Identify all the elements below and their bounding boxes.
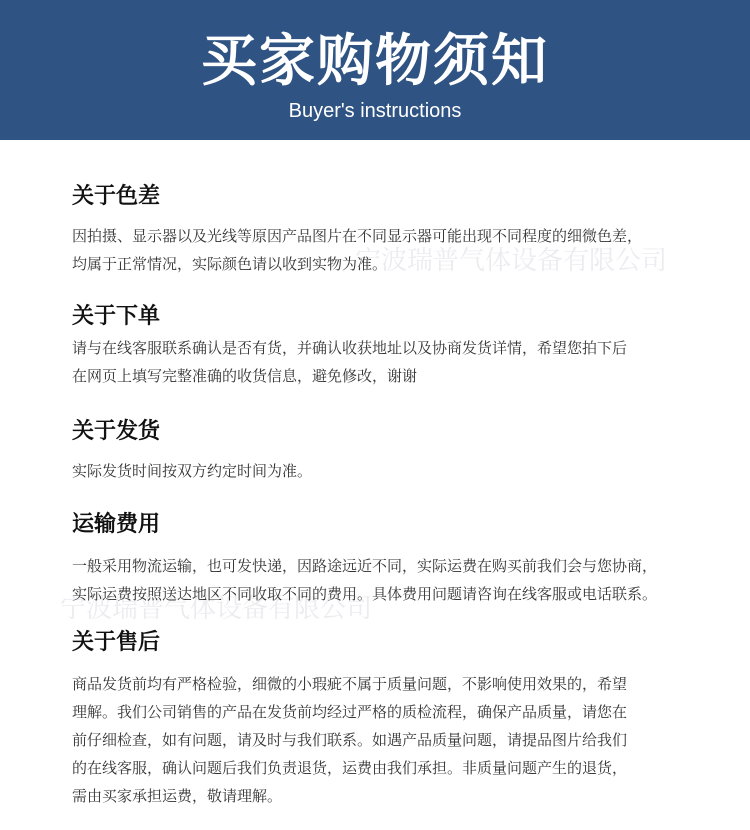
- section-freight: [72, 510, 702, 608]
- watermark-text: 宁波瑞普气体设备有限公司: [60, 594, 373, 624]
- section-line: 因拍摄、显示器以及光线等原因产品图片在不同显示器可能出现不同程度的细微色差，: [72, 227, 643, 245]
- section-line: 实际运费按照送达地区不同收取不同的费用。具体费用问题请咨询在线客服或电话联系。: [72, 585, 658, 603]
- section-title: 运输费用: [72, 512, 161, 537]
- section-line: 商品发货前均有严格检验，细微的小瑕疵不属于质量问题，不影响使用效果的，希望: [72, 675, 628, 693]
- section-body: [72, 670, 702, 810]
- section-line: 均属于正常情况，实际颜色请以收到实物为准。: [72, 255, 388, 273]
- section-ordering: [72, 302, 702, 390]
- watermark-text: 宁波瑞普气体设备有限公司: [355, 246, 668, 276]
- page-title: 买家购物须知: [201, 29, 549, 94]
- section-body: [72, 222, 702, 278]
- section-body: [72, 334, 702, 390]
- section-shipping: [72, 417, 702, 485]
- section-after-sales: [72, 628, 702, 810]
- section-line: 请与在线客服联系确认是否有货，并确认收获地址以及协商发货详情，希望您拍下后: [72, 339, 628, 357]
- section-line: 的在线客服，确认问题后我们负责退货，运费由我们承担。非质量问题产生的退货，: [72, 759, 628, 777]
- section-title: 关于发货: [72, 419, 161, 444]
- section-line: 实际发货时间按双方约定时间为准。: [72, 462, 313, 480]
- section-line: 一般采用物流运输，也可发快递，因路途远近不同，实际运费在购买前我们会与您协商，: [72, 557, 658, 575]
- section-color-difference: [72, 182, 702, 278]
- section-title: 关于色差: [72, 184, 161, 209]
- section-line: 在网页上填写完整准确的收货信息，避免修改，谢谢: [72, 367, 418, 385]
- section-title: 关于售后: [72, 630, 161, 655]
- section-title: 关于下单: [72, 304, 161, 329]
- section-body: [72, 457, 702, 485]
- section-body: [72, 552, 702, 608]
- page-subtitle: Buyer's instructions: [288, 100, 462, 122]
- section-line: 前仔细检查，如有问题，请及时与我们联系。如遇产品质量问题，请提品图片给我们: [72, 731, 628, 749]
- section-line: 需由买家承担运费，敬请理解。: [72, 787, 283, 805]
- header-banner: [0, 0, 750, 140]
- section-line: 理解。我们公司销售的产品在发货前均经过严格的质检流程，确保产品质量，请您在: [72, 703, 628, 721]
